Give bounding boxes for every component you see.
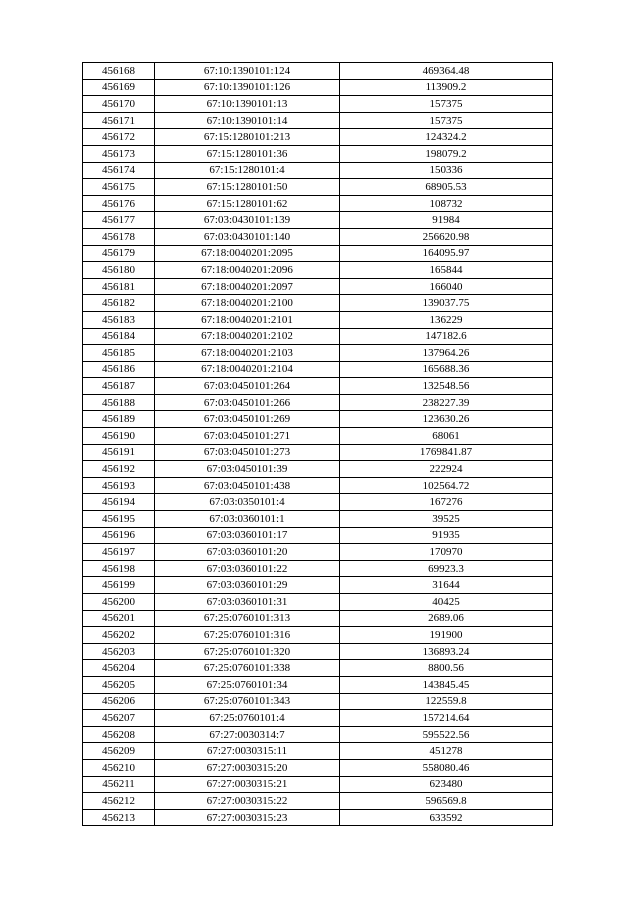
table-row bbox=[83, 361, 553, 378]
table-row bbox=[83, 79, 553, 96]
record-number-cell: 456186 bbox=[83, 361, 155, 378]
cadastral-number-cell: 67:18:0040201:2100 bbox=[155, 295, 340, 312]
value-cell: 40425 bbox=[340, 594, 553, 611]
record-number-cell: 456177 bbox=[83, 212, 155, 229]
table-row bbox=[83, 759, 553, 776]
cadastral-number-cell: 67:03:0450101:271 bbox=[155, 428, 340, 445]
record-number-cell: 456203 bbox=[83, 643, 155, 660]
record-number-cell: 456175 bbox=[83, 179, 155, 196]
record-number-cell: 456213 bbox=[83, 809, 155, 826]
record-number-cell: 456212 bbox=[83, 793, 155, 810]
record-number-cell: 456208 bbox=[83, 726, 155, 743]
cadastral-number-cell: 67:03:0360101:22 bbox=[155, 560, 340, 577]
cadastral-number-cell: 67:18:0040201:2097 bbox=[155, 278, 340, 295]
record-number-cell: 456201 bbox=[83, 610, 155, 627]
cadastral-number-cell: 67:03:0450101:273 bbox=[155, 444, 340, 461]
table-row bbox=[83, 726, 553, 743]
value-cell: 165688.36 bbox=[340, 361, 553, 378]
value-cell: 91935 bbox=[340, 527, 553, 544]
cadastral-number-cell: 67:15:1280101:213 bbox=[155, 129, 340, 146]
table-row bbox=[83, 627, 553, 644]
value-cell: 595522.56 bbox=[340, 726, 553, 743]
table-row bbox=[83, 444, 553, 461]
cadastral-number-cell: 67:25:0760101:343 bbox=[155, 693, 340, 710]
value-cell: 139037.75 bbox=[340, 295, 553, 312]
record-number-cell: 456190 bbox=[83, 428, 155, 445]
table-row bbox=[83, 793, 553, 810]
cadastral-number-cell: 67:10:1390101:124 bbox=[155, 63, 340, 80]
value-cell: 469364.48 bbox=[340, 63, 553, 80]
record-number-cell: 456189 bbox=[83, 411, 155, 428]
record-number-cell: 456172 bbox=[83, 129, 155, 146]
table-row bbox=[83, 743, 553, 760]
value-cell: 108732 bbox=[340, 195, 553, 212]
value-cell: 143845.45 bbox=[340, 676, 553, 693]
record-number-cell: 456207 bbox=[83, 710, 155, 727]
value-cell: 102564.72 bbox=[340, 477, 553, 494]
value-cell: 2689.06 bbox=[340, 610, 553, 627]
table-row bbox=[83, 610, 553, 627]
value-cell: 69923.3 bbox=[340, 560, 553, 577]
table-row bbox=[83, 195, 553, 212]
table-row bbox=[83, 378, 553, 395]
value-cell: 39525 bbox=[340, 511, 553, 528]
record-number-cell: 456199 bbox=[83, 577, 155, 594]
cadastral-number-cell: 67:27:0030315:20 bbox=[155, 759, 340, 776]
table-row bbox=[83, 461, 553, 478]
value-cell: 238227.39 bbox=[340, 394, 553, 411]
table-row bbox=[83, 295, 553, 312]
value-cell: 123630.26 bbox=[340, 411, 553, 428]
record-number-cell: 456193 bbox=[83, 477, 155, 494]
table-row bbox=[83, 411, 553, 428]
cadastral-number-cell: 67:15:1280101:62 bbox=[155, 195, 340, 212]
value-cell: 164095.97 bbox=[340, 245, 553, 262]
cadastral-number-cell: 67:27:0030315:21 bbox=[155, 776, 340, 793]
record-number-cell: 456183 bbox=[83, 311, 155, 328]
cadastral-number-cell: 67:10:1390101:14 bbox=[155, 112, 340, 129]
data-table bbox=[82, 62, 553, 826]
value-cell: 167276 bbox=[340, 494, 553, 511]
record-number-cell: 456182 bbox=[83, 295, 155, 312]
cadastral-number-cell: 67:27:0030315:11 bbox=[155, 743, 340, 760]
table-row bbox=[83, 527, 553, 544]
table-row bbox=[83, 112, 553, 129]
record-number-cell: 456200 bbox=[83, 594, 155, 611]
record-number-cell: 456188 bbox=[83, 394, 155, 411]
value-cell: 8800.56 bbox=[340, 660, 553, 677]
cadastral-number-cell: 67:18:0040201:2102 bbox=[155, 328, 340, 345]
record-number-cell: 456174 bbox=[83, 162, 155, 179]
record-number-cell: 456209 bbox=[83, 743, 155, 760]
value-cell: 451278 bbox=[340, 743, 553, 760]
value-cell: 198079.2 bbox=[340, 145, 553, 162]
value-cell: 91984 bbox=[340, 212, 553, 229]
table-row bbox=[83, 544, 553, 561]
table-row bbox=[83, 145, 553, 162]
cadastral-number-cell: 67:03:0360101:17 bbox=[155, 527, 340, 544]
value-cell: 68061 bbox=[340, 428, 553, 445]
table-row bbox=[83, 179, 553, 196]
table-row bbox=[83, 594, 553, 611]
value-cell: 222924 bbox=[340, 461, 553, 478]
table-row bbox=[83, 494, 553, 511]
cadastral-number-cell: 67:25:0760101:313 bbox=[155, 610, 340, 627]
table-row bbox=[83, 96, 553, 113]
value-cell: 68905.53 bbox=[340, 179, 553, 196]
record-number-cell: 456211 bbox=[83, 776, 155, 793]
value-cell: 596569.8 bbox=[340, 793, 553, 810]
record-number-cell: 456176 bbox=[83, 195, 155, 212]
cadastral-number-cell: 67:15:1280101:50 bbox=[155, 179, 340, 196]
table-row bbox=[83, 162, 553, 179]
table-row bbox=[83, 477, 553, 494]
table-row bbox=[83, 776, 553, 793]
table-row bbox=[83, 63, 553, 80]
table-row bbox=[83, 345, 553, 362]
table-row bbox=[83, 693, 553, 710]
record-number-cell: 456169 bbox=[83, 79, 155, 96]
table-row bbox=[83, 660, 553, 677]
table-row bbox=[83, 129, 553, 146]
record-number-cell: 456178 bbox=[83, 228, 155, 245]
cadastral-number-cell: 67:03:0450101:269 bbox=[155, 411, 340, 428]
value-cell: 256620.98 bbox=[340, 228, 553, 245]
value-cell: 623480 bbox=[340, 776, 553, 793]
table-row bbox=[83, 212, 553, 229]
record-number-cell: 456210 bbox=[83, 759, 155, 776]
value-cell: 113909.2 bbox=[340, 79, 553, 96]
cadastral-number-cell: 67:03:0450101:264 bbox=[155, 378, 340, 395]
table-row bbox=[83, 228, 553, 245]
cadastral-number-cell: 67:25:0760101:316 bbox=[155, 627, 340, 644]
cadastral-number-cell: 67:03:0430101:140 bbox=[155, 228, 340, 245]
table-row bbox=[83, 676, 553, 693]
value-cell: 122559.8 bbox=[340, 693, 553, 710]
cadastral-number-cell: 67:03:0450101:266 bbox=[155, 394, 340, 411]
record-number-cell: 456204 bbox=[83, 660, 155, 677]
table-row bbox=[83, 245, 553, 262]
record-number-cell: 456179 bbox=[83, 245, 155, 262]
value-cell: 558080.46 bbox=[340, 759, 553, 776]
record-number-cell: 456206 bbox=[83, 693, 155, 710]
table-row bbox=[83, 643, 553, 660]
cadastral-number-cell: 67:18:0040201:2096 bbox=[155, 262, 340, 279]
record-number-cell: 456195 bbox=[83, 511, 155, 528]
record-number-cell: 456184 bbox=[83, 328, 155, 345]
document-page bbox=[82, 62, 552, 826]
cadastral-number-cell: 67:25:0760101:338 bbox=[155, 660, 340, 677]
cadastral-number-cell: 67:10:1390101:126 bbox=[155, 79, 340, 96]
cadastral-number-cell: 67:25:0760101:320 bbox=[155, 643, 340, 660]
record-number-cell: 456171 bbox=[83, 112, 155, 129]
record-number-cell: 456194 bbox=[83, 494, 155, 511]
value-cell: 157375 bbox=[340, 112, 553, 129]
table-row bbox=[83, 394, 553, 411]
table-row bbox=[83, 577, 553, 594]
cadastral-number-cell: 67:03:0450101:39 bbox=[155, 461, 340, 478]
cadastral-number-cell: 67:15:1280101:4 bbox=[155, 162, 340, 179]
record-number-cell: 456191 bbox=[83, 444, 155, 461]
value-cell: 165844 bbox=[340, 262, 553, 279]
cadastral-number-cell: 67:10:1390101:13 bbox=[155, 96, 340, 113]
cadastral-number-cell: 67:03:0360101:29 bbox=[155, 577, 340, 594]
record-number-cell: 456185 bbox=[83, 345, 155, 362]
value-cell: 137964.26 bbox=[340, 345, 553, 362]
record-number-cell: 456202 bbox=[83, 627, 155, 644]
record-number-cell: 456170 bbox=[83, 96, 155, 113]
cadastral-number-cell: 67:03:0350101:4 bbox=[155, 494, 340, 511]
value-cell: 166040 bbox=[340, 278, 553, 295]
record-number-cell: 456187 bbox=[83, 378, 155, 395]
table-row bbox=[83, 262, 553, 279]
value-cell: 1769841.87 bbox=[340, 444, 553, 461]
table-row bbox=[83, 710, 553, 727]
value-cell: 633592 bbox=[340, 809, 553, 826]
table-row bbox=[83, 428, 553, 445]
value-cell: 191900 bbox=[340, 627, 553, 644]
table-row bbox=[83, 511, 553, 528]
record-number-cell: 456196 bbox=[83, 527, 155, 544]
record-number-cell: 456192 bbox=[83, 461, 155, 478]
table-row bbox=[83, 560, 553, 577]
cadastral-number-cell: 67:15:1280101:36 bbox=[155, 145, 340, 162]
cadastral-number-cell: 67:03:0360101:20 bbox=[155, 544, 340, 561]
value-cell: 31644 bbox=[340, 577, 553, 594]
cadastral-number-cell: 67:18:0040201:2095 bbox=[155, 245, 340, 262]
cadastral-number-cell: 67:18:0040201:2104 bbox=[155, 361, 340, 378]
cadastral-number-cell: 67:25:0760101:34 bbox=[155, 676, 340, 693]
record-number-cell: 456181 bbox=[83, 278, 155, 295]
cadastral-number-cell: 67:27:0030315:22 bbox=[155, 793, 340, 810]
record-number-cell: 456197 bbox=[83, 544, 155, 561]
cadastral-number-cell: 67:18:0040201:2103 bbox=[155, 345, 340, 362]
value-cell: 136893.24 bbox=[340, 643, 553, 660]
cadastral-number-cell: 67:03:0430101:139 bbox=[155, 212, 340, 229]
value-cell: 157375 bbox=[340, 96, 553, 113]
record-number-cell: 456180 bbox=[83, 262, 155, 279]
table-body bbox=[83, 63, 553, 826]
value-cell: 157214.64 bbox=[340, 710, 553, 727]
value-cell: 136229 bbox=[340, 311, 553, 328]
record-number-cell: 456205 bbox=[83, 676, 155, 693]
record-number-cell: 456168 bbox=[83, 63, 155, 80]
record-number-cell: 456198 bbox=[83, 560, 155, 577]
table-row bbox=[83, 809, 553, 826]
table-row bbox=[83, 311, 553, 328]
value-cell: 170970 bbox=[340, 544, 553, 561]
value-cell: 150336 bbox=[340, 162, 553, 179]
cadastral-number-cell: 67:03:0360101:31 bbox=[155, 594, 340, 611]
value-cell: 124324.2 bbox=[340, 129, 553, 146]
cadastral-number-cell: 67:03:0450101:438 bbox=[155, 477, 340, 494]
table-row bbox=[83, 328, 553, 345]
value-cell: 132548.56 bbox=[340, 378, 553, 395]
cadastral-number-cell: 67:27:0030314:7 bbox=[155, 726, 340, 743]
cadastral-number-cell: 67:18:0040201:2101 bbox=[155, 311, 340, 328]
table-row bbox=[83, 278, 553, 295]
record-number-cell: 456173 bbox=[83, 145, 155, 162]
cadastral-number-cell: 67:27:0030315:23 bbox=[155, 809, 340, 826]
cadastral-number-cell: 67:03:0360101:1 bbox=[155, 511, 340, 528]
value-cell: 147182.6 bbox=[340, 328, 553, 345]
cadastral-number-cell: 67:25:0760101:4 bbox=[155, 710, 340, 727]
